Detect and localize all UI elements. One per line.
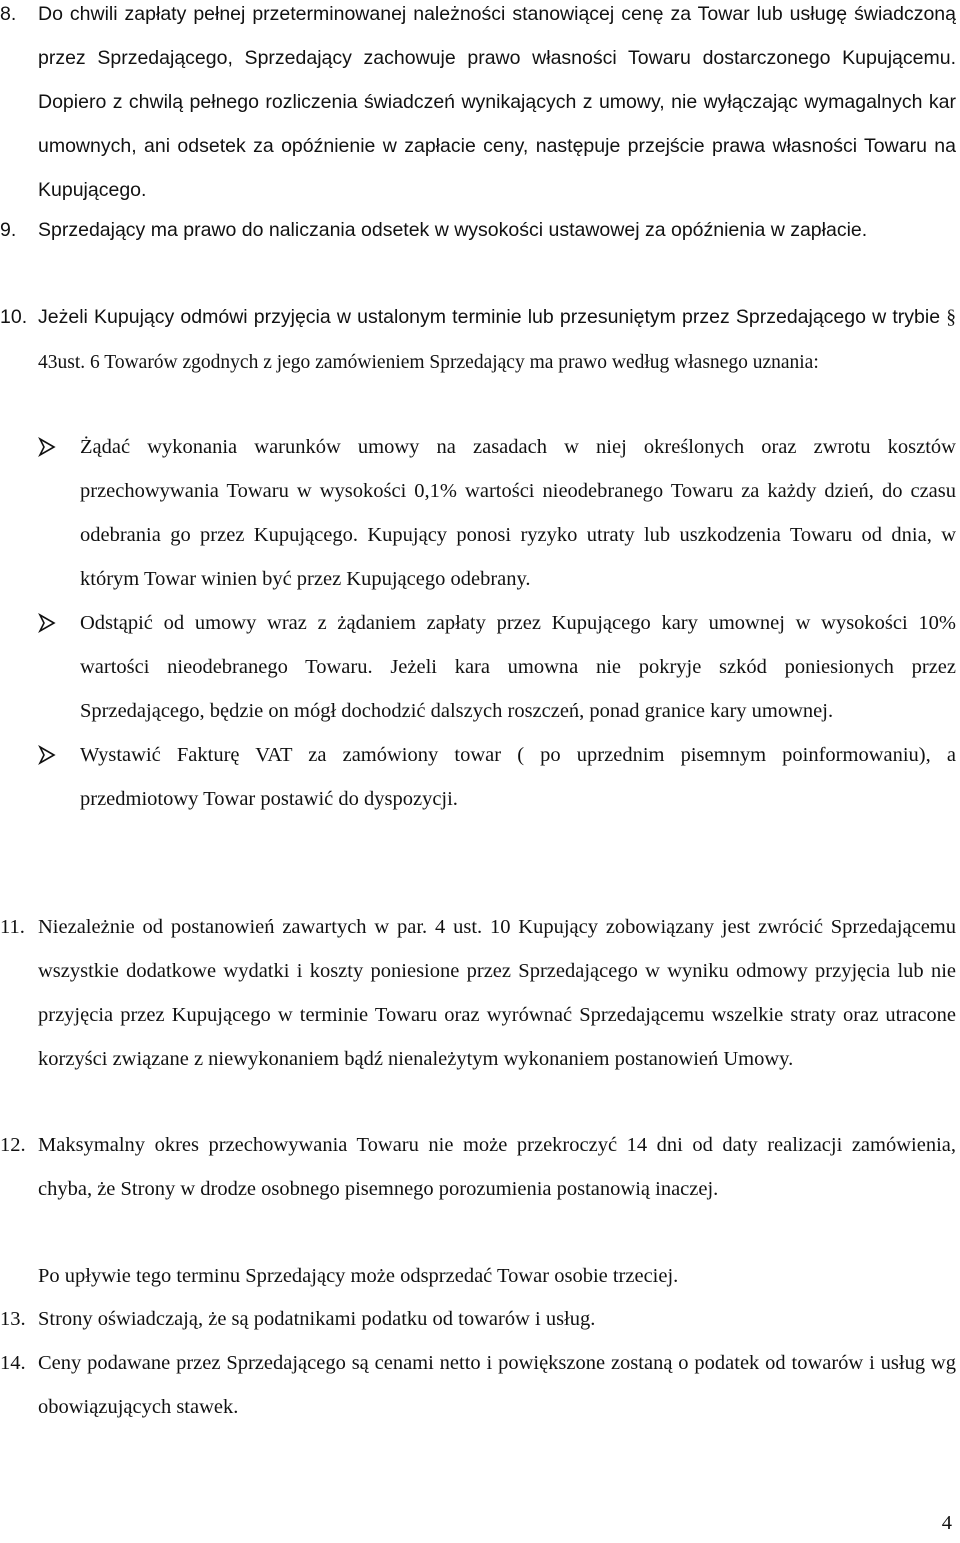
bullet-text: Odstąpić od umowy wraz z żądaniem zapłaty przez Kupującego kary umownej w wysokości 10% wartości nieodebranego Towaru. Jeżeli kara umowna nie pokryje szkód poniesionych przez Sprzedającego, będzie on mógł dochodzić dalszych roszczeń, ponad granice kary umownej. bbox=[80, 612, 956, 722]
paragraph-text: Strony oświadczają, że są podatnikami podatku od towarów i usług. bbox=[38, 1308, 596, 1330]
paragraph-text-continued: § 43ust. 6 Towarów zgodnych z jego zamówieniem Sprzedający ma prawo według własnego uznania: bbox=[38, 307, 956, 373]
paragraph-text: Do chwili zapłaty pełnej przeterminowanej należności stanowiącej cenę za Towar lub usługę świadczoną przez Sprzedającego, Sprzedający zachowuje prawo własności Towaru dostarczonego Kupującemu. Dopiero z chwilą pełnego rozliczenia świadczeń wynikających z umowy, nie wyłączając wymagalnych kar umownych, ani odsetek za opóźnienie w zapłacie ceny, następuje przejście prawa własności Towaru na Kupującego. bbox=[38, 3, 956, 201]
paragraph-12-note bbox=[38, 1254, 956, 1298]
paragraph-8 bbox=[0, 0, 956, 212]
bullet-item bbox=[80, 425, 956, 601]
bullet-text: Wystawić Fakturę VAT za zamówiony towar ( po uprzednim pisemnym poinformowaniu), a przedmiotowy Towar postawić do dyspozycji. bbox=[80, 744, 956, 810]
paragraph-text: Sprzedający ma prawo do naliczania odsetek w wysokości ustawowej za opóźnienia w zapłacie. bbox=[38, 219, 868, 241]
paragraph-number: 9. bbox=[0, 219, 17, 241]
paragraph-number: 8. bbox=[0, 3, 17, 25]
bullet-list bbox=[0, 425, 960, 821]
arrowhead-bullet-icon bbox=[36, 425, 58, 469]
paragraph-9 bbox=[0, 208, 956, 252]
paragraph-number: 11. bbox=[0, 916, 25, 938]
arrowhead-bullet-icon bbox=[36, 601, 58, 645]
paragraph-12 bbox=[0, 1123, 956, 1211]
arrowhead-bullet-icon bbox=[36, 733, 58, 777]
bullet-item bbox=[80, 733, 956, 821]
paragraph-number: 10. bbox=[0, 306, 28, 328]
paragraph-number: 14. bbox=[0, 1352, 26, 1374]
paragraph-text: Ceny podawane przez Sprzedającego są cenami netto i powiększone zostaną o podatek od towarów i usług wg obowiązujących stawek. bbox=[38, 1352, 956, 1418]
paragraph-number: 13. bbox=[0, 1308, 26, 1330]
paragraph-14 bbox=[0, 1341, 956, 1429]
paragraph-text: Maksymalny okres przechowywania Towaru nie może przekroczyć 14 dni od daty realizacji zamówienia, chyba, że Strony w drodze osobnego pisemnego porozumienia postanowią inaczej. bbox=[38, 1134, 956, 1200]
paragraph-number: 12. bbox=[0, 1134, 26, 1156]
paragraph-text: Jeżeli Kupujący odmówi przyjęcia w ustalonym terminie lub przesuniętym przez Sprzedającego w trybie bbox=[38, 306, 947, 328]
page-number: 4 bbox=[941, 1512, 952, 1534]
paragraph-text: Po upływie tego terminu Sprzedający może odsprzedać Towar osobie trzeciej. bbox=[38, 1265, 679, 1287]
paragraph-text: Niezależnie od postanowień zawartych w par. 4 ust. 10 Kupujący zobowiązany jest zwrócić Sprzedającemu wszystkie dodatkowe wydatki i koszty poniesione przez Sprzedającego w wyniku odmowy przyjęcia lub nie przyjęcia przez Kupującego w terminie Towaru oraz wyrównać Sprzedającemu wszelkie straty oraz utracone korzyści związane z niewykonaniem bądź nienależytym wykonaniem postanowień Umowy. bbox=[38, 916, 956, 1070]
paragraph-13 bbox=[0, 1297, 956, 1341]
bullet-item bbox=[80, 601, 956, 733]
bullet-text: Żądać wykonania warunków umowy na zasadach w niej określonych oraz zwrotu kosztów przechowywania Towaru w wysokości 0,1% wartości nieodebranego Towaru za każdy dzień, do czasu odebrania go przez Kupującego. Kupujący ponosi ryzyko utraty lub uszkodzenia Towaru od dnia, w którym Towar winien być przez Kupującego odebrany. bbox=[80, 436, 956, 590]
paragraph-11 bbox=[0, 905, 956, 1081]
paragraph-10 bbox=[0, 295, 956, 385]
